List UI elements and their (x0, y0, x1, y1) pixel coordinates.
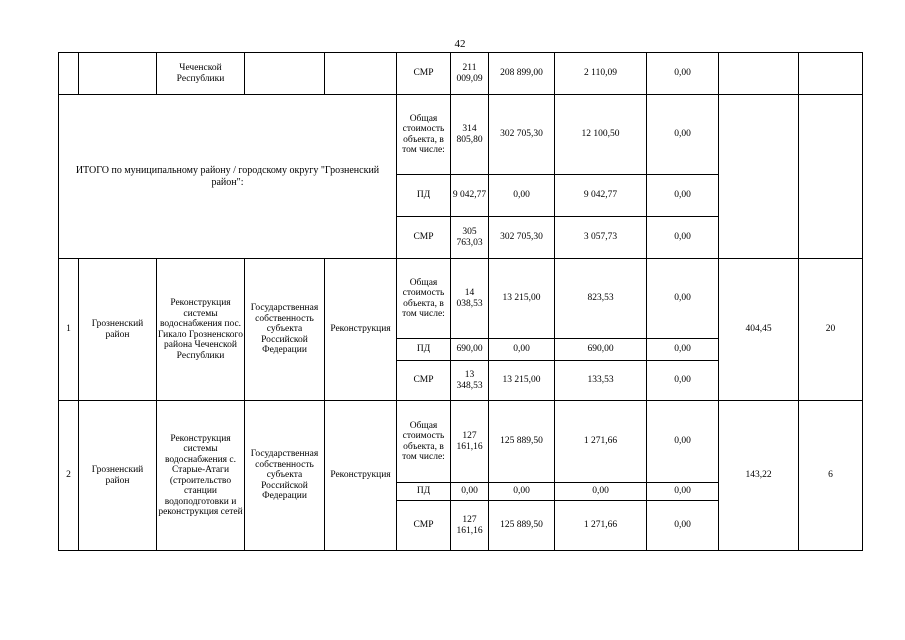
cell-other: 0,00 (647, 361, 719, 401)
cell-regional: 3 057,73 (555, 217, 647, 259)
cell-cost-label: Общая стоимость объекта, в том числе: (397, 95, 451, 175)
cell-capacity: 143,22 (719, 401, 799, 551)
cell-total: 14 038,53 (451, 259, 489, 339)
cell-regional: 9 042,77 (555, 175, 647, 217)
table-row-total (59, 95, 863, 175)
cell-cost-label: ПД (397, 175, 451, 217)
cell-federal: 302 705,30 (489, 95, 555, 175)
cell-work-type (325, 53, 397, 95)
cell-cost-label: Общая стоимость объекта, в том числе: (397, 259, 451, 339)
cell-other: 0,00 (647, 217, 719, 259)
cell-cost-label: Общая стоимость объекта, в том числе: (397, 401, 451, 483)
cell-other: 0,00 (647, 401, 719, 483)
cell-other: 0,00 (647, 501, 719, 551)
cell-capacity (719, 95, 799, 259)
cell-cost-label: ПД (397, 339, 451, 361)
cell-count: 6 (799, 401, 863, 551)
cell-ownership (245, 53, 325, 95)
cell-name: Чеченской Республики (157, 53, 245, 95)
cell-total: 211 009,09 (451, 53, 489, 95)
cell-other: 0,00 (647, 53, 719, 95)
cell-count: 20 (799, 259, 863, 401)
cell-total: 0,00 (451, 483, 489, 501)
cell-federal: 125 889,50 (489, 401, 555, 483)
cell-federal: 125 889,50 (489, 501, 555, 551)
cell-federal: 0,00 (489, 483, 555, 501)
cell-other: 0,00 (647, 95, 719, 175)
cell-district (79, 53, 157, 95)
cell-federal: 0,00 (489, 175, 555, 217)
cell-regional: 2 110,09 (555, 53, 647, 95)
cell-federal: 0,00 (489, 339, 555, 361)
cell-other: 0,00 (647, 175, 719, 217)
cell-cost-label: СМР (397, 217, 451, 259)
cell-total: 690,00 (451, 339, 489, 361)
cell-num: 2 (59, 401, 79, 551)
cell-regional: 690,00 (555, 339, 647, 361)
cell-total: 314 805,80 (451, 95, 489, 175)
cell-federal: 208 899,00 (489, 53, 555, 95)
cell-total: 9 042,77 (451, 175, 489, 217)
table-row-project (59, 401, 863, 483)
cell-regional: 12 100,50 (555, 95, 647, 175)
cell-district: Грозненский район (79, 259, 157, 401)
cell-regional: 0,00 (555, 483, 647, 501)
cell-capacity: 404,45 (719, 259, 799, 401)
cell-ownership: Государственная собственность субъекта Российской Федерации (245, 259, 325, 401)
cell-total: 305 763,03 (451, 217, 489, 259)
cell-capacity (719, 53, 799, 95)
cell-district: Грозненский район (79, 401, 157, 551)
cell-federal: 13 215,00 (489, 259, 555, 339)
cell-cost-label: СМР (397, 501, 451, 551)
page-number: 42 (454, 38, 466, 50)
cell-other: 0,00 (647, 259, 719, 339)
table-row-project (59, 259, 863, 339)
cell-federal: 302 705,30 (489, 217, 555, 259)
cell-cost-label: СМР (397, 53, 451, 95)
cell-work-type: Реконструкция (325, 259, 397, 401)
cell-other: 0,00 (647, 339, 719, 361)
cell-num: 1 (59, 259, 79, 401)
cell-total: 127 161,16 (451, 401, 489, 483)
cell-federal: 13 215,00 (489, 361, 555, 401)
investment-table (58, 52, 863, 551)
cell-total: 127 161,16 (451, 501, 489, 551)
cell-regional: 823,53 (555, 259, 647, 339)
cell-ownership: Государственная собственность субъекта Российской Федерации (245, 401, 325, 551)
cell-num (59, 53, 79, 95)
cell-regional: 133,53 (555, 361, 647, 401)
cell-cost-label: СМР (397, 361, 451, 401)
table-row-continuation (59, 53, 863, 95)
cell-name: Реконструкция системы водоснабжения с. Старые-Атаги (строительство станции водоподготовки и реконструкция сетей (157, 401, 245, 551)
cell-other: 0,00 (647, 483, 719, 501)
cell-regional: 1 271,66 (555, 401, 647, 483)
cell-name: Реконструкция системы водоснабжения пос. Гикало Грозненского района Чеченской Республики (157, 259, 245, 401)
cell-count (799, 95, 863, 259)
cell-regional: 1 271,66 (555, 501, 647, 551)
cell-total: 13 348,53 (451, 361, 489, 401)
cell-cost-label: ПД (397, 483, 451, 501)
cell-work-type: Реконструкция (325, 401, 397, 551)
cell-count (799, 53, 863, 95)
total-label: ИТОГО по муниципальному району / городскому округу "Грозненский район": (59, 95, 397, 259)
